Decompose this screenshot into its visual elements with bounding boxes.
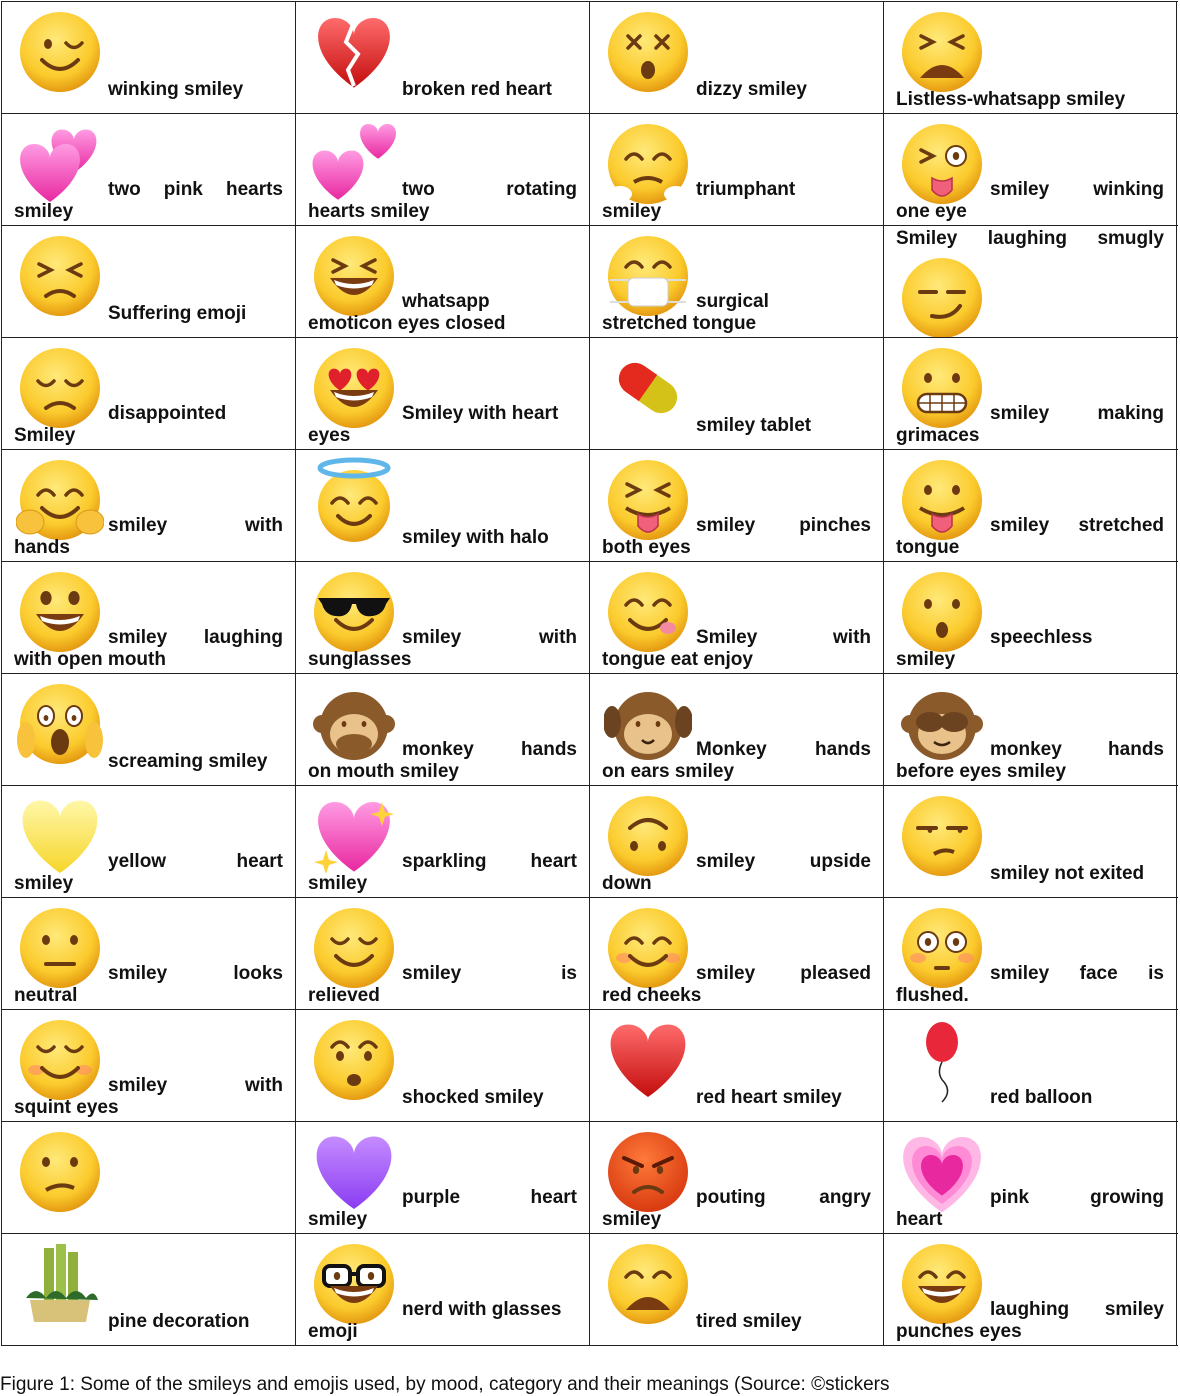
emoji-label-continued: neutral bbox=[14, 985, 78, 1006]
emoji-label: speechless bbox=[990, 627, 1093, 648]
emoji-label: purple heart bbox=[402, 1187, 577, 1208]
emoji-cell bbox=[589, 786, 883, 897]
emoji-cell bbox=[295, 674, 589, 785]
emoji-cell bbox=[295, 1122, 589, 1233]
heart-eyes-icon bbox=[310, 344, 398, 432]
emoji-label: triumphant bbox=[696, 179, 796, 200]
emoji-cell bbox=[589, 1234, 883, 1345]
emoji-label-continued: smiley bbox=[602, 201, 662, 222]
emoji-label-continued: one eye bbox=[896, 201, 967, 222]
emoji-cell bbox=[295, 786, 589, 897]
emoji-label-continued: flushed. bbox=[896, 985, 969, 1006]
table-row bbox=[1, 113, 1178, 225]
emoji-label-continued: heart bbox=[896, 1209, 943, 1230]
emoji-label: yellow heart bbox=[108, 851, 283, 872]
table-row bbox=[1, 225, 1178, 337]
surgical-mask-icon bbox=[604, 232, 692, 320]
emoji-label-continued: Listless-whatsapp smiley bbox=[896, 89, 1126, 110]
emoji-label: smiley is bbox=[402, 963, 577, 984]
table-row bbox=[1, 1121, 1178, 1233]
emoji-label: pouting angry bbox=[696, 1187, 871, 1208]
emoji-label-continued: both eyes bbox=[602, 537, 691, 558]
purple-heart-icon bbox=[310, 1128, 398, 1216]
emoji-cell bbox=[295, 114, 589, 225]
emoji-cell bbox=[589, 1122, 883, 1233]
emoji-label: smiley face is bbox=[990, 963, 1164, 984]
smug-smiley-icon bbox=[898, 254, 986, 337]
emoji-cell bbox=[1, 2, 295, 113]
emoji-label: shocked smiley bbox=[402, 1087, 544, 1108]
emoji-label: smiley with bbox=[402, 627, 577, 648]
emoji-label: smiley looks bbox=[108, 963, 283, 984]
emoji-label: smiley not exited bbox=[990, 863, 1145, 884]
emoji-cell bbox=[589, 114, 883, 225]
emoji-label: nerd with glasses bbox=[402, 1299, 562, 1320]
listless-smiley-icon bbox=[898, 8, 986, 96]
emoji-label: monkey hands bbox=[990, 739, 1164, 760]
emoji-cell bbox=[883, 786, 1177, 897]
broken-red-heart-icon bbox=[310, 8, 398, 96]
scream-icon bbox=[16, 680, 104, 768]
squint-tongue-icon bbox=[604, 456, 692, 544]
emoji-cell bbox=[883, 1122, 1177, 1233]
table-row bbox=[1, 561, 1178, 673]
emoji-label: winking smiley bbox=[108, 79, 244, 100]
emoji-label: surgical bbox=[696, 291, 769, 312]
emoji-label-continued: smiley bbox=[602, 1209, 662, 1230]
emoji-cell bbox=[589, 562, 883, 673]
emoji-label: two pink hearts bbox=[108, 179, 283, 200]
emoji-cell bbox=[883, 114, 1177, 225]
flushed-icon bbox=[898, 904, 986, 992]
emoji-label-continued: relieved bbox=[308, 985, 380, 1006]
tired-icon bbox=[604, 1240, 692, 1328]
growing-heart-icon bbox=[898, 1128, 986, 1216]
emoji-label-continued: before eyes smiley bbox=[896, 761, 1067, 782]
red-heart-icon bbox=[604, 1016, 692, 1104]
emoji-label-continued: with open mouth bbox=[14, 649, 166, 670]
emoji-label: smiley making bbox=[990, 403, 1164, 424]
emoji-label-continued: red cheeks bbox=[602, 985, 702, 1006]
emoji-label: smiley tablet bbox=[696, 415, 812, 436]
emoji-cell bbox=[295, 1010, 589, 1121]
emoji-label: Smiley laughing smugly bbox=[896, 228, 1164, 249]
emoji-cell bbox=[589, 898, 883, 1009]
emoji-cell bbox=[883, 1010, 1177, 1121]
table-row bbox=[1, 449, 1178, 561]
emoji-label: monkey hands bbox=[402, 739, 577, 760]
emoji-cell bbox=[589, 1010, 883, 1121]
emoji-cell bbox=[883, 898, 1177, 1009]
emoji-label-continued: sunglasses bbox=[308, 649, 412, 670]
winking-smiley-icon bbox=[16, 8, 104, 96]
emoji-label: smiley with halo bbox=[402, 527, 549, 548]
emoji-cell bbox=[1, 1122, 295, 1233]
emoji-cell bbox=[295, 450, 589, 561]
emoji-label: dizzy smiley bbox=[696, 79, 807, 100]
emoji-label-continued: smiley bbox=[308, 1209, 368, 1230]
pine-decoration-icon bbox=[16, 1240, 104, 1328]
emoji-label: red heart smiley bbox=[696, 1087, 842, 1108]
emoji-cell bbox=[295, 226, 589, 337]
emoji-label: pine decoration bbox=[108, 1311, 250, 1332]
emoji-cell bbox=[883, 338, 1177, 449]
squint-smile-icon bbox=[16, 1016, 104, 1104]
halo-icon bbox=[310, 456, 398, 544]
see-no-evil-icon bbox=[898, 680, 986, 768]
grimacing-icon bbox=[898, 344, 986, 432]
sunglasses-icon bbox=[310, 568, 398, 656]
red-balloon-icon bbox=[898, 1016, 986, 1104]
eyes-closed-icon bbox=[310, 232, 398, 320]
shocked-icon bbox=[310, 1016, 398, 1104]
emoji-label: smiley laughing bbox=[108, 627, 283, 648]
emoji-cell bbox=[1, 338, 295, 449]
upside-down-icon bbox=[604, 792, 692, 880]
emoji-label: smiley pleased bbox=[696, 963, 871, 984]
emoji-cell bbox=[883, 226, 1177, 337]
emoji-label: Smiley with bbox=[696, 627, 871, 648]
table-row bbox=[1, 673, 1178, 785]
emoji-cell bbox=[883, 1234, 1177, 1345]
table-row bbox=[1, 337, 1178, 449]
emoji-label-continued: Smiley bbox=[14, 425, 76, 446]
emoji-cell bbox=[295, 1234, 589, 1345]
emoji-cell bbox=[883, 562, 1177, 673]
emoji-label-continued: smiley bbox=[14, 873, 74, 894]
stuck-out-tongue-icon bbox=[898, 456, 986, 544]
emoji-label-continued: hands bbox=[14, 537, 70, 558]
triumphant-smiley-icon bbox=[604, 120, 692, 208]
emoji-label: broken red heart bbox=[402, 79, 552, 100]
emoji-label: smiley with bbox=[108, 1075, 283, 1096]
emoji-label: disappointed bbox=[108, 403, 227, 424]
emoji-label: smiley stretched bbox=[990, 515, 1164, 536]
emoji-label-continued: hearts smiley bbox=[308, 201, 430, 222]
nerd-glasses-icon bbox=[310, 1240, 398, 1328]
hear-no-evil-icon bbox=[604, 680, 692, 768]
emoji-cell bbox=[883, 674, 1177, 785]
emoji-cell bbox=[295, 562, 589, 673]
emoji-label: whatsapp bbox=[402, 291, 490, 312]
emoji-label: smiley pinches bbox=[696, 515, 871, 536]
hugging-hands-icon bbox=[16, 456, 104, 544]
emoji-cell bbox=[295, 898, 589, 1009]
figure-caption: Figure 1: Some of the smileys and emojis used, by mood, category and their meanings (Source: ©stickers bbox=[0, 1374, 890, 1395]
emoji-label-continued: emoticon eyes closed bbox=[308, 313, 506, 334]
emoji-label-continued: grimaces bbox=[896, 425, 980, 446]
emoji-cell bbox=[1, 1234, 295, 1345]
emoji-label: smiley with bbox=[108, 515, 283, 536]
dizzy-smiley-icon bbox=[604, 8, 692, 96]
two-pink-hearts-icon bbox=[16, 120, 104, 208]
emoji-label: laughing smiley bbox=[990, 1299, 1164, 1320]
open-mouth-laugh-icon bbox=[16, 568, 104, 656]
emoji-label-continued: down bbox=[602, 873, 652, 894]
table-row bbox=[1, 1, 1178, 113]
emoji-label: smiley upside bbox=[696, 851, 871, 872]
laughing-eyes-closed-icon bbox=[898, 1240, 986, 1328]
emoji-cell bbox=[1, 786, 295, 897]
emoji-label: tired smiley bbox=[696, 1311, 802, 1332]
emoji-cell bbox=[589, 450, 883, 561]
table-row bbox=[1, 1233, 1178, 1346]
table-row bbox=[1, 897, 1178, 1009]
emoji-label-continued: tongue bbox=[896, 537, 960, 558]
pouting-angry-icon bbox=[604, 1128, 692, 1216]
emoji-cell bbox=[1, 114, 295, 225]
emoji-label-continued: smiley bbox=[14, 201, 74, 222]
suffering-emoji-icon bbox=[16, 232, 104, 320]
emoji-label-continued: on mouth smiley bbox=[308, 761, 459, 782]
emoji-cell bbox=[883, 450, 1177, 561]
table-row bbox=[1, 785, 1178, 897]
hushed-icon bbox=[898, 568, 986, 656]
winking-one-eye-icon bbox=[898, 120, 986, 208]
emoji-label-continued: tongue eat enjoy bbox=[602, 649, 753, 670]
emoji-label: two rotating bbox=[402, 179, 577, 200]
emoji-cell bbox=[589, 674, 883, 785]
disappointed-smiley-icon bbox=[16, 344, 104, 432]
emoji-label: smiley winking bbox=[990, 179, 1164, 200]
emoji-cell bbox=[589, 338, 883, 449]
emoji-cell bbox=[295, 338, 589, 449]
blush-icon bbox=[604, 904, 692, 992]
emoji-cell bbox=[1, 898, 295, 1009]
emoji-label-continued: smiley bbox=[896, 649, 956, 670]
emoji-label-continued: on ears smiley bbox=[602, 761, 735, 782]
emoji-label-continued: squint eyes bbox=[14, 1097, 119, 1118]
emoji-table bbox=[1, 1, 1178, 1346]
emoji-cell bbox=[1, 674, 295, 785]
emoji-cell bbox=[1, 1010, 295, 1121]
emoji-label-continued: punches eyes bbox=[896, 1321, 1022, 1342]
emoji-label-continued: emoji bbox=[308, 1321, 358, 1342]
pill-icon bbox=[604, 344, 692, 432]
emoji-label-continued: smiley bbox=[308, 873, 368, 894]
emoji-cell bbox=[295, 2, 589, 113]
table-row bbox=[1, 1009, 1178, 1121]
two-rotating-hearts-icon bbox=[310, 120, 398, 208]
emoji-cell bbox=[589, 226, 883, 337]
emoji-label: sparkling heart bbox=[402, 851, 577, 872]
yum-icon bbox=[604, 568, 692, 656]
emoji-label-continued: eyes bbox=[308, 425, 351, 446]
emoji-cell bbox=[589, 2, 883, 113]
emoji-label: screaming smiley bbox=[108, 751, 268, 772]
emoji-label: pink growing bbox=[990, 1187, 1164, 1208]
confused-icon bbox=[16, 1128, 104, 1216]
emoji-label: Monkey hands bbox=[696, 739, 871, 760]
sparkling-heart-icon bbox=[310, 792, 398, 880]
emoji-cell bbox=[883, 2, 1177, 113]
neutral-icon bbox=[16, 904, 104, 992]
unamused-icon bbox=[898, 792, 986, 880]
emoji-cell bbox=[1, 226, 295, 337]
emoji-cell bbox=[1, 562, 295, 673]
emoji-cell bbox=[1, 450, 295, 561]
emoji-label-continued: stretched tongue bbox=[602, 313, 757, 334]
yellow-heart-icon bbox=[16, 792, 104, 880]
emoji-label: Smiley with heart bbox=[402, 403, 559, 424]
emoji-label: red balloon bbox=[990, 1087, 1093, 1108]
speak-no-evil-icon bbox=[310, 680, 398, 768]
relieved-icon bbox=[310, 904, 398, 992]
emoji-label: Suffering emoji bbox=[108, 303, 247, 324]
